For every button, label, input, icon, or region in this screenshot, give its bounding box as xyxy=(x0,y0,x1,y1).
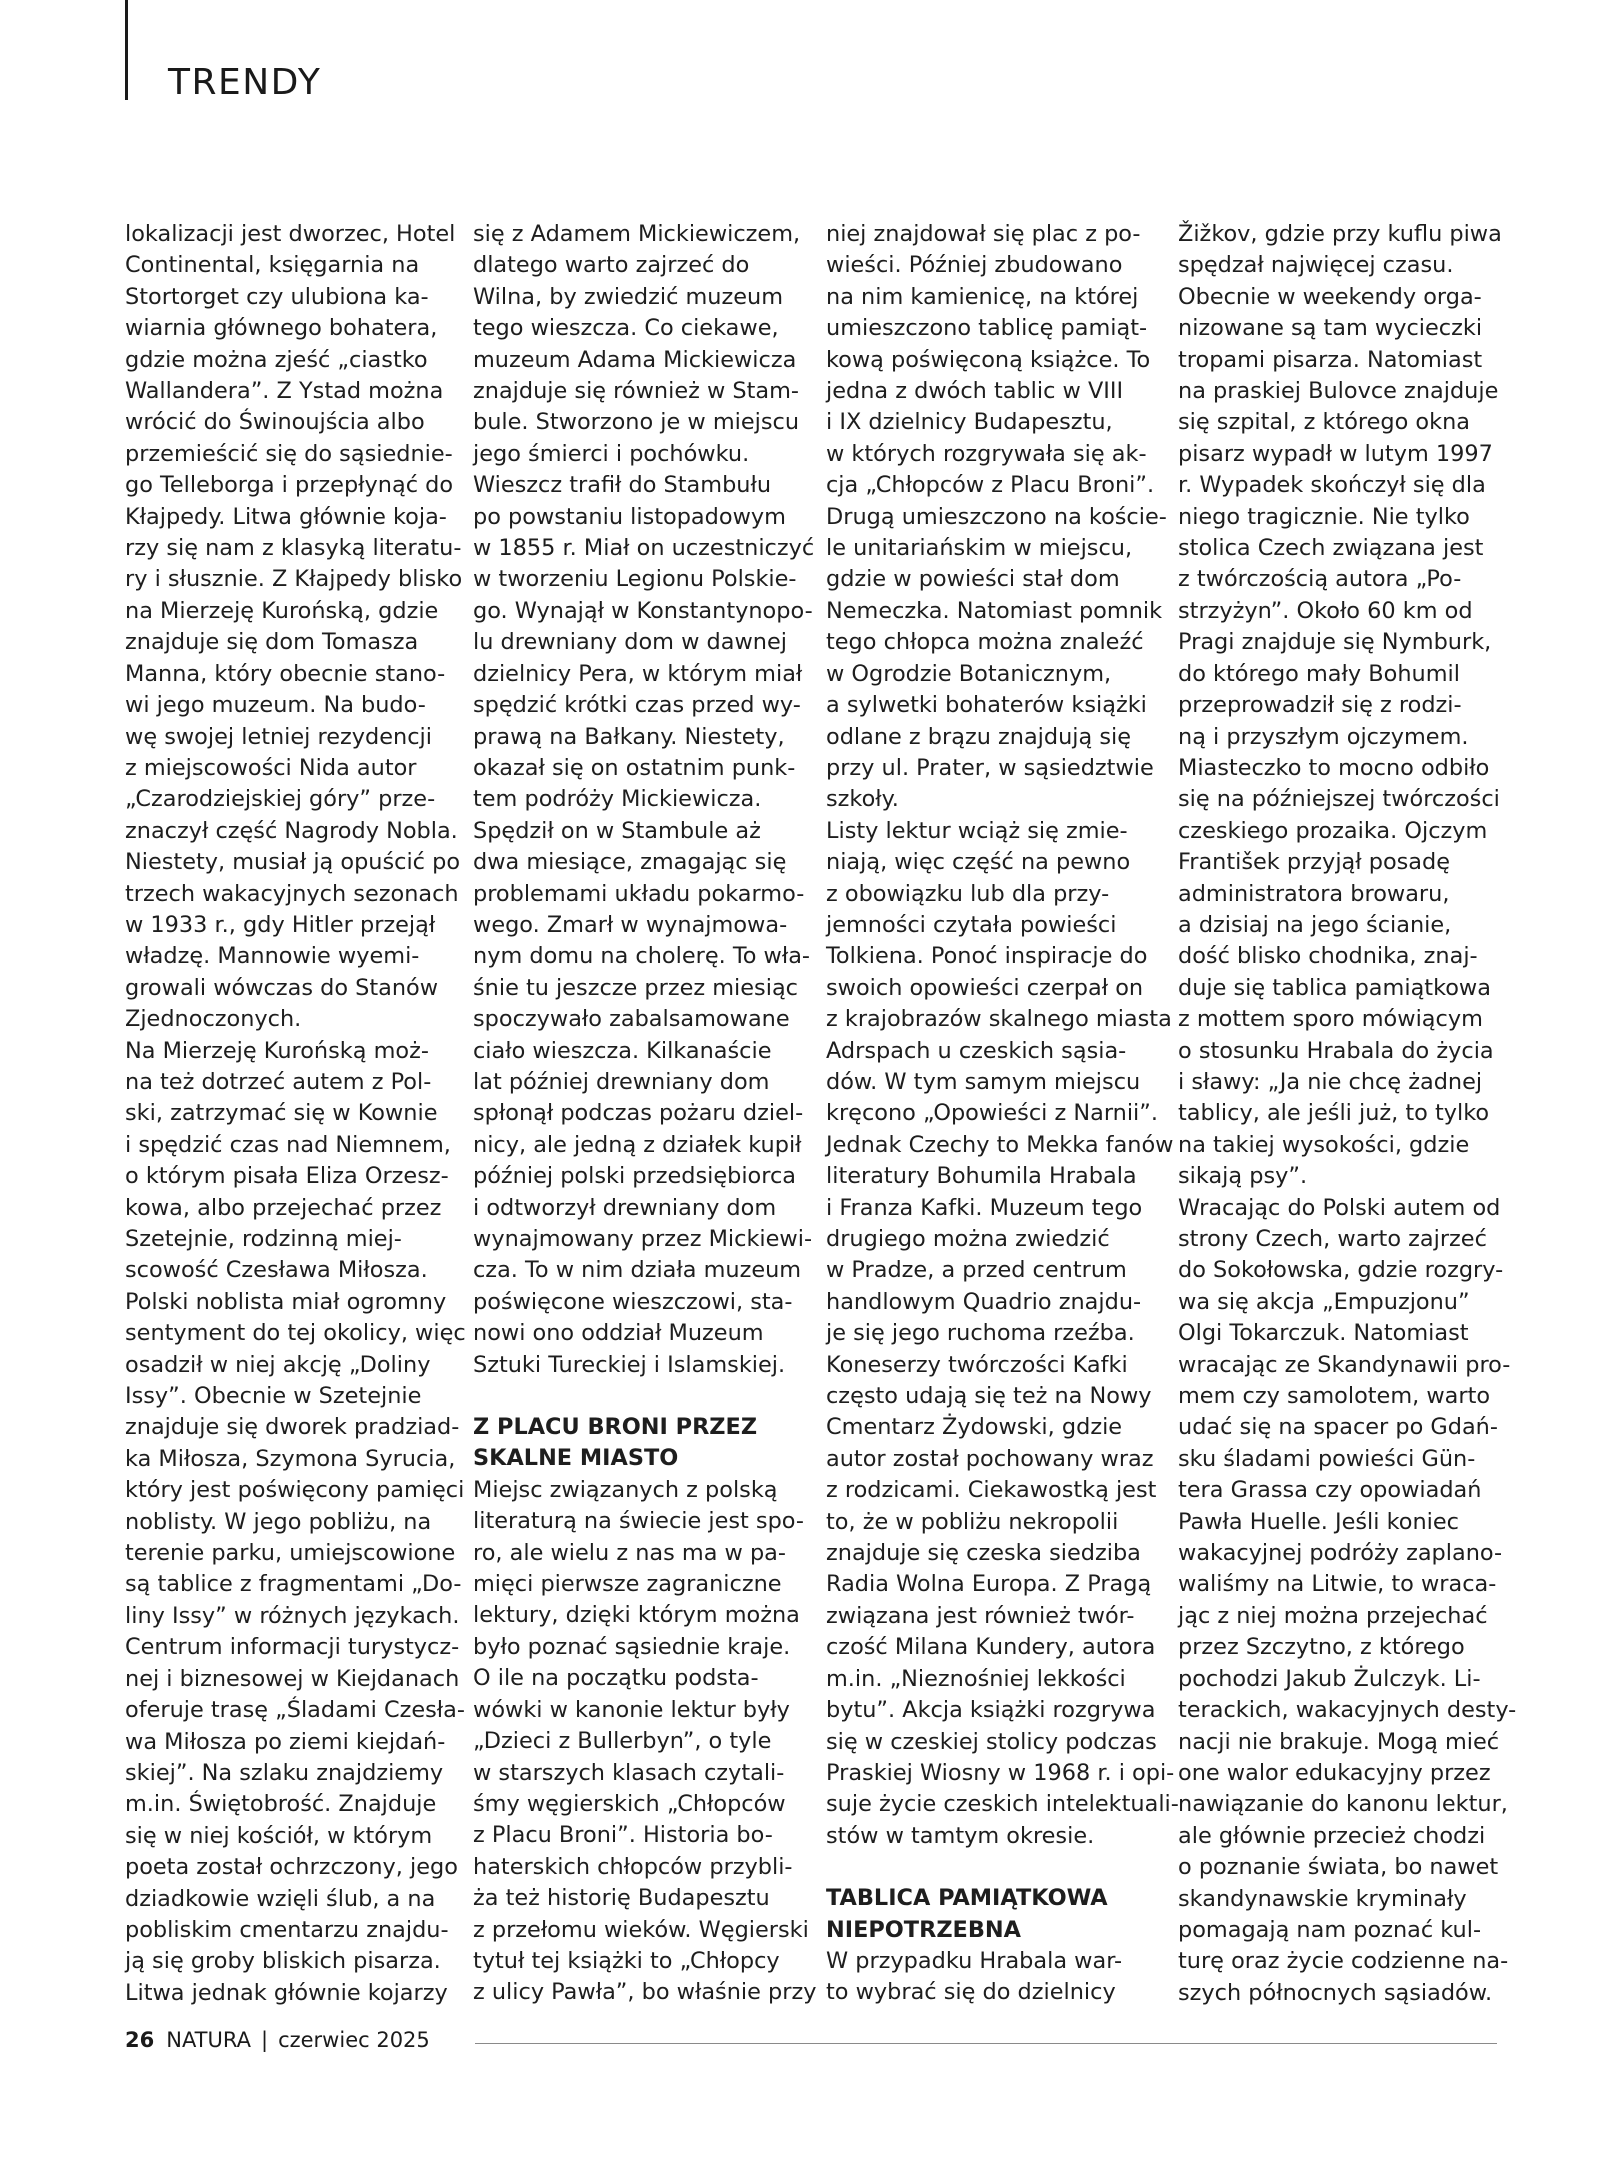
text-line: trzech wakacyjnych sezonach xyxy=(125,880,459,907)
text-line: jemności czytała powieści xyxy=(826,911,1117,938)
text-line: pisarz wypadł w lutym 1997 xyxy=(1178,440,1493,467)
text-line: ciało wieszcza. Kilkanaście xyxy=(473,1037,772,1064)
text-line: po powstaniu listopadowym xyxy=(473,503,786,530)
text-line: a sylwetki bohaterów książki xyxy=(826,692,1147,719)
text-line: jego śmierci i pochówku. xyxy=(473,440,750,467)
text-line: wówki w kanonie lektur były xyxy=(473,1696,790,1723)
text-line: „Dzieci z Bullerbyn”, o tyle xyxy=(473,1728,772,1755)
text-line: ski, zatrzymać się w Kownie xyxy=(125,1100,438,1127)
text-line: dość blisko chodnika, znaj- xyxy=(1178,943,1478,970)
text-line: z twórczością autora „Po- xyxy=(1178,566,1462,593)
column-3-body-b xyxy=(826,1946,1161,2009)
text-line: bule. Stworzono je w miejscu xyxy=(473,409,800,436)
text-line: Listy lektur wciąż się zmie- xyxy=(826,817,1128,844)
text-line: to wybrać się do dzielnicy xyxy=(826,1979,1116,2006)
text-line: to, że w pobliżu nekropolii xyxy=(826,1508,1119,1535)
text-line: mięci pierwsze zagraniczne xyxy=(473,1571,782,1598)
text-line: w Pradze, a przed centrum xyxy=(826,1257,1127,1284)
text-line: odlane z brązu znajdują się xyxy=(826,723,1132,750)
text-line: w Ogrodzie Botanicznym, xyxy=(826,660,1112,687)
footer-separator: | xyxy=(260,2028,269,2052)
text-line: strzyżyn”. Około 60 km od xyxy=(1178,597,1473,624)
column-2-body-b xyxy=(473,1475,817,2009)
text-line: Tolkiena. Ponoć inspiracje do xyxy=(826,943,1148,970)
text-line: wrócić do Świnoujścia albo xyxy=(125,409,425,436)
text-line: administratora browaru, xyxy=(1178,880,1450,907)
text-line: literatury Bohumila Hrabala xyxy=(826,1163,1137,1190)
text-line: ża też historię Budapesztu xyxy=(473,1885,770,1912)
text-line: niej znajdował się plac z po- xyxy=(826,221,1141,247)
text-line: waliśmy na Litwie, to wraca- xyxy=(1178,1571,1497,1598)
text-line: wi jego muzeum. Na budo- xyxy=(125,692,426,719)
column-3 xyxy=(826,219,1179,2009)
text-line: ka Miłosza, Szymona Syrucia, xyxy=(125,1445,456,1472)
text-line: dzielnicy Pera, w którym miał xyxy=(473,660,803,687)
text-line: literaturą na świecie jest spo- xyxy=(473,1508,804,1535)
text-line: one walor edukacyjny przez xyxy=(1178,1759,1491,1786)
text-line: „Czarodziejskiej góry” prze- xyxy=(125,786,436,813)
text-line: z krajobrazów skalnego miasta xyxy=(826,1006,1172,1033)
text-line: na praskiej Bulovce znajduje xyxy=(1178,378,1499,405)
text-line: spoczywało zabalsamowane xyxy=(473,1006,790,1033)
text-line: śmy węgierskich „Chłopców xyxy=(473,1790,786,1817)
text-line: i odtworzył drewniany dom xyxy=(473,1194,777,1221)
text-line: lu drewniany dom w dawnej xyxy=(473,629,787,656)
text-line: Zjednoczonych. xyxy=(125,1006,302,1033)
text-line: Adrspach u czeskich sąsia- xyxy=(826,1037,1127,1064)
text-line: Wilna, by zwiedzić muzeum xyxy=(473,283,784,310)
subheading-tablica-pamiatkowa xyxy=(826,1883,1161,1946)
text-line: Nemeczka. Natomiast pomnik xyxy=(826,597,1163,624)
section-title: TRENDY xyxy=(168,62,322,103)
text-line: Obecnie w weekendy orga- xyxy=(1178,283,1482,310)
text-line: Žižkov, gdzie przy kuflu piwa xyxy=(1178,221,1502,247)
text-line: tropami pisarza. Natomiast xyxy=(1178,346,1483,373)
column-3-body-a xyxy=(826,219,1179,1852)
text-line: wa się akcja „Empuzjonu” xyxy=(1178,1288,1470,1315)
text-line: Miasteczko to mocno odbiło xyxy=(1178,754,1490,781)
text-line: udać się na spacer po Gdań- xyxy=(1178,1414,1498,1441)
text-line: scowość Czesława Miłosza. xyxy=(125,1257,428,1284)
text-line: cza. To w nim działa muzeum xyxy=(473,1257,802,1284)
text-line: z ulicy Pawła”, bo właśnie przy xyxy=(473,1979,817,2006)
text-line: umieszczono tablicę pamiąt- xyxy=(826,315,1148,342)
text-line: poświęcone wieszczowi, sta- xyxy=(473,1288,793,1315)
text-line: nowi ono oddział Muzeum xyxy=(473,1320,764,1347)
text-line: lat później drewniany dom xyxy=(473,1068,770,1095)
text-line: Na Mierzeję Kurońską moż- xyxy=(125,1037,429,1064)
text-line: lokalizacji jest dworzec, Hotel xyxy=(125,221,456,247)
text-line: osadził w niej akcję „Doliny xyxy=(125,1351,431,1378)
text-line: Jednak Czechy to Mekka fanów xyxy=(826,1131,1174,1158)
text-line: a dzisiaj na jego ścianie, xyxy=(1178,911,1452,938)
text-line: często udają się też na Nowy xyxy=(826,1383,1152,1410)
text-line: strony Czech, warto zajrzeć xyxy=(1178,1226,1487,1252)
column-4 xyxy=(1178,219,1517,2009)
text-line: na Mierzeję Kurońską, gdzie xyxy=(125,597,439,624)
text-line: później polski przedsiębiorca xyxy=(473,1163,796,1190)
text-line: ry i słusznie. Z Kłajpedy blisko xyxy=(125,566,463,593)
text-line: autor został pochowany wraz xyxy=(826,1445,1154,1472)
text-line: duje się tablica pamiątkowa xyxy=(1178,974,1491,1001)
text-line: Polski noblista miał ogromny xyxy=(125,1288,447,1315)
text-line: niają, więc część na pewno xyxy=(826,849,1131,876)
text-line: na nim kamienicę, na której xyxy=(826,283,1139,310)
text-line: Miejsc związanych z polską xyxy=(473,1476,778,1503)
text-line: i sławy: „Ja nie chcę żadnej xyxy=(1178,1068,1483,1095)
text-line: nym domu na cholerę. To wła- xyxy=(473,943,811,970)
text-line: tablicy, ale jeśli już, to tylko xyxy=(1178,1100,1490,1127)
text-line: dziadkowie wzięli ślub, a na xyxy=(125,1885,436,1912)
text-line: ną i przyszłym ojczymem. xyxy=(1178,723,1469,750)
text-line: szkoły. xyxy=(826,786,899,813)
text-line: kową poświęconą książce. To xyxy=(826,346,1151,373)
text-line: czeskiego prozaika. Ojczym xyxy=(1178,817,1488,844)
text-line: w 1933 r., gdy Hitler przejął xyxy=(125,911,436,938)
text-line: Issy”. Obecnie w Szetejnie xyxy=(125,1383,422,1410)
text-line: pomagają nam poznać kul- xyxy=(1178,1916,1482,1943)
text-line: spędzić krótki czas przed wy- xyxy=(473,692,801,719)
text-line: Wieszcz trafił do Stambułu xyxy=(473,472,772,499)
text-line: z mottem sporo mówiącym xyxy=(1178,1006,1483,1033)
text-line: czość Milana Kundery, autora xyxy=(826,1634,1156,1661)
text-line: m.in. „Nieznośniej lekkości xyxy=(826,1665,1126,1692)
text-line: tego chłopca można znaleźć xyxy=(826,629,1144,656)
text-line: oferuje trasę „Śladami Czesła- xyxy=(125,1697,465,1724)
text-line: Radia Wolna Europa. Z Pragą xyxy=(826,1571,1152,1598)
text-line: jąc z niej można przejechać xyxy=(1178,1602,1488,1629)
text-line: SKALNE MIASTO xyxy=(473,1445,679,1472)
text-line: sikają psy”. xyxy=(1178,1163,1308,1190)
text-line: się szpital, z którego okna xyxy=(1178,409,1470,436)
text-line: wynajmowany przez Mickiewi- xyxy=(473,1226,813,1252)
text-line: nacji nie brakuje. Mogą mieć xyxy=(1178,1728,1500,1755)
column-2 xyxy=(473,219,817,2009)
text-line: go. Wynajął w Konstantynopo- xyxy=(473,597,813,624)
text-line: ale głównie przecież chodzi xyxy=(1178,1822,1486,1849)
text-line: w tworzeniu Legionu Polskie- xyxy=(473,566,797,593)
text-line: znajduje się również w Stam- xyxy=(473,378,799,405)
text-line: wracając ze Skandynawii pro- xyxy=(1178,1351,1511,1378)
text-line: Sztuki Tureckiej i Islamskiej. xyxy=(473,1351,786,1378)
text-line: Wallandera”. Z Ystad można xyxy=(125,378,444,405)
text-line: W przypadku Hrabala war- xyxy=(826,1947,1123,1974)
magazine-name: NATURA xyxy=(166,2028,251,2052)
text-line: Z PLACU BRONI PRZEZ xyxy=(473,1414,758,1441)
text-line: pochodzi Jakub Żulczyk. Li- xyxy=(1178,1665,1481,1692)
text-line: mem czy samolotem, warto xyxy=(1178,1383,1491,1410)
text-line: stów w tamtym okresie. xyxy=(826,1822,1095,1849)
text-line: Continental, księgarnia na xyxy=(125,252,420,279)
text-line: o poznanie świata, bo nawet xyxy=(1178,1854,1499,1881)
page-number: 26 xyxy=(125,2028,155,2052)
text-line: śnie tu jeszcze przez miesiąc xyxy=(473,974,798,1001)
text-line: z obowiązku lub dla przy- xyxy=(826,880,1110,907)
text-line: szych północnych sąsiadów. xyxy=(1178,1979,1493,2006)
spacer xyxy=(826,1852,1161,1883)
text-line: TABLICA PAMIĄTKOWA xyxy=(826,1885,1108,1912)
text-line: z miejscowości Nida autor xyxy=(125,754,417,781)
text-line: o którym pisała Eliza Orzesz- xyxy=(125,1163,449,1190)
text-line: je się jego ruchoma rzeźba. xyxy=(826,1320,1135,1347)
spacer xyxy=(473,1381,808,1412)
text-line: kręcono „Opowieści z Narnii”. xyxy=(826,1100,1158,1127)
text-line: wa Miłosza po ziemi kiejdań- xyxy=(125,1728,446,1755)
text-line: tytuł tej książki to „Chłopcy xyxy=(473,1947,780,1974)
text-line: Centrum informacji turystycz- xyxy=(125,1634,460,1661)
footer-rule xyxy=(475,2043,1497,2044)
text-line: wiarnia głównego bohatera, xyxy=(125,315,438,342)
text-line: rzy się nam z klasyką literatu- xyxy=(125,535,462,562)
text-line: z rodzicami. Ciekawostką jest xyxy=(826,1477,1157,1504)
text-line: prawą na Bałkany. Niestety, xyxy=(473,723,785,750)
text-line: go Telleborga i przepłynąć do xyxy=(125,472,454,499)
text-line: przeprowadził się z rodzi- xyxy=(1178,692,1462,719)
text-line: o stosunku Hrabala do życia xyxy=(1178,1037,1494,1064)
issue-date: czerwiec 2025 xyxy=(278,2028,430,2052)
text-line: w 1855 r. Miał on uczestniczyć xyxy=(473,535,815,562)
text-line: się z Adamem Mickiewiczem, xyxy=(473,221,801,247)
text-line: gdzie w powieści stał dom xyxy=(826,566,1120,593)
text-line: na też dotrzeć autem z Pol- xyxy=(125,1068,432,1095)
text-line: Kłajpedy. Litwa głównie koja- xyxy=(125,503,447,530)
text-line: znajduje się dom Tomasza xyxy=(125,629,419,656)
text-line: się w niej kościół, w którym xyxy=(125,1822,433,1849)
text-line: spłonął podczas pożaru dziel- xyxy=(473,1100,804,1127)
text-line: terackich, wakacyjnych desty- xyxy=(1178,1697,1517,1724)
text-line: związana jest również twór- xyxy=(826,1602,1135,1629)
text-line: muzeum Adama Mickiewicza xyxy=(473,346,797,373)
subheading-z-placu-broni xyxy=(473,1412,808,1475)
text-line: przemieścić się do sąsiednie- xyxy=(125,440,453,467)
text-line: Drugą umieszczono na koście- xyxy=(826,503,1167,530)
text-line: ro, ale wielu z nas ma w pa- xyxy=(473,1539,786,1566)
text-line: pobliskim cmentarzu znajdu- xyxy=(125,1916,449,1943)
text-line: skandynawskie kryminały xyxy=(1178,1885,1467,1912)
text-line: tego wieszcza. Co ciekawe, xyxy=(473,315,779,342)
text-line: suje życie czeskich intelektuali- xyxy=(826,1791,1179,1818)
text-line: wego. Zmarł w wynajmowa- xyxy=(473,911,788,938)
page-footer xyxy=(125,2028,430,2052)
text-line: Szetejnie, rodzinną miej- xyxy=(125,1226,402,1252)
text-line: O ile na początku podsta- xyxy=(473,1665,759,1692)
text-line: problemami układu pokarmo- xyxy=(473,880,805,907)
text-line: Litwa jednak głównie kojarzy xyxy=(125,1979,448,2006)
text-line: liny Issy” w różnych językach. xyxy=(125,1602,460,1629)
text-line: Olgi Tokarczuk. Natomiast xyxy=(1178,1320,1469,1347)
text-line: i Franza Kafki. Muzeum tego xyxy=(826,1194,1143,1221)
text-line: nicy, ale jedną z działek kupił xyxy=(473,1131,802,1158)
text-line: tera Grassa czy opowiadań xyxy=(1178,1477,1482,1504)
text-line: Praskiej Wiosny w 1968 r. i opi- xyxy=(826,1759,1175,1786)
text-line: lektury, dzięki którym można xyxy=(473,1602,800,1629)
text-line: było poznać sąsiednie kraje. xyxy=(473,1633,791,1660)
text-line: NIEPOTRZEBNA xyxy=(826,1916,1021,1943)
text-line: który jest poświęcony pamięci xyxy=(125,1477,465,1504)
text-line: z Placu Broni”. Historia bo- xyxy=(473,1822,773,1849)
text-line: przy ul. Prater, w sąsiedztwie xyxy=(826,754,1154,781)
text-line: skiej”. Na szlaku znajdziemy xyxy=(125,1759,444,1786)
text-line: znajduje się czeska siedziba xyxy=(826,1540,1141,1567)
text-line: jedna z dwóch tablic w VIII xyxy=(826,378,1124,405)
text-line: m.in. Świętobrość. Znajduje xyxy=(125,1791,437,1818)
text-line: nizowane są tam wycieczki xyxy=(1178,315,1483,342)
text-line: i IX dzielnicy Budapesztu, xyxy=(826,409,1113,436)
text-line: sku śladami powieści Gün- xyxy=(1178,1445,1476,1472)
text-line: się w czeskiej stolicy podczas xyxy=(826,1728,1157,1755)
text-line: Koneserzy twórczości Kafki xyxy=(826,1351,1128,1378)
text-line: do Sokołowska, gdzie rozgry- xyxy=(1178,1257,1504,1284)
text-line: się na późniejszej twórczości xyxy=(1178,786,1500,813)
text-line: sentyment do tej okolicy, więc xyxy=(125,1320,466,1347)
text-line: wieści. Później zbudowano xyxy=(826,252,1123,279)
text-line: dów. W tym samym miejscu xyxy=(826,1068,1141,1095)
text-line: nej i biznesowej w Kiejdanach xyxy=(125,1665,460,1692)
text-line: growali wówczas do Stanów xyxy=(125,974,439,1001)
column-1 xyxy=(125,219,466,2009)
text-line: ją się groby bliskich pisarza. xyxy=(125,1948,441,1975)
text-line: swoich opowieści czerpał on xyxy=(826,974,1144,1001)
text-line: le unitariańskim w miejscu, xyxy=(826,535,1133,562)
text-line: drugiego można zwiedzić xyxy=(826,1226,1110,1252)
text-line: znaczył część Nagrody Nobla. xyxy=(125,817,458,844)
text-line: wę swojej letniej rezydencji xyxy=(125,723,432,750)
text-line: Stortorget czy ulubiona ka- xyxy=(125,283,429,310)
text-line: Manna, który obecnie stano- xyxy=(125,660,446,687)
text-line: w których rozgrywała się ak- xyxy=(826,440,1147,467)
text-line: wakacyjnej podróży zaplano- xyxy=(1178,1540,1503,1567)
text-line: i spędzić czas nad Niemnem, xyxy=(125,1131,451,1158)
text-line: na takiej wysokości, gdzie xyxy=(1178,1131,1470,1158)
text-line: okazał się on ostatnim punk- xyxy=(473,754,796,781)
text-line: dwa miesiące, zmagając się xyxy=(473,849,787,876)
header-rule xyxy=(125,0,128,100)
text-line: poeta został ochrzczony, jego xyxy=(125,1854,458,1881)
text-line: r. Wypadek skończył się dla xyxy=(1178,472,1486,499)
text-line: Pragi znajduje się Nymburk, xyxy=(1178,629,1492,656)
column-2-body-a xyxy=(473,219,815,1381)
text-line: są tablice z fragmentami „Do- xyxy=(125,1571,462,1598)
text-line: terenie parku, umiejscowione xyxy=(125,1540,456,1567)
text-line: nawiązanie do kanonu lektur, xyxy=(1178,1791,1508,1818)
text-line: kowa, albo przejechać przez xyxy=(125,1194,442,1221)
text-line: dlatego warto zajrzeć do xyxy=(473,252,750,279)
text-line: stolica Czech związana jest xyxy=(1178,535,1484,562)
text-line: Pawła Huelle. Jeśli koniec xyxy=(1178,1508,1459,1535)
text-line: znajduje się dworek pradziad- xyxy=(125,1414,460,1441)
text-line: Niestety, musiał ją opuścić po xyxy=(125,849,461,876)
text-line: turę oraz życie codzienne na- xyxy=(1178,1948,1509,1975)
text-line: spędzał najwięcej czasu. xyxy=(1178,252,1454,279)
text-line: František przyjął posadę xyxy=(1178,849,1451,876)
text-line: przez Szczytno, z którego xyxy=(1178,1634,1465,1661)
text-line: Cmentarz Żydowski, gdzie xyxy=(826,1414,1123,1441)
text-line: Wracając do Polski autem od xyxy=(1178,1194,1501,1221)
text-line: z przełomu wieków. Węgierski xyxy=(473,1916,809,1943)
text-line: handlowym Quadrio znajdu- xyxy=(826,1288,1142,1315)
text-line: haterskich chłopców przybli- xyxy=(473,1853,793,1880)
text-line: do którego mały Bohumil xyxy=(1178,660,1460,687)
text-line: tem podróży Mickiewicza. xyxy=(473,786,762,813)
text-line: cja „Chłopców z Placu Broni”. xyxy=(826,472,1155,499)
text-line: w starszych klasach czytali- xyxy=(473,1759,785,1786)
text-line: Spędził on w Stambule aż xyxy=(473,817,761,844)
text-line: niego tragicznie. Nie tylko xyxy=(1178,503,1470,530)
text-line: władzę. Mannowie wyemi- xyxy=(125,943,420,970)
text-line: gdzie można zjeść „ciastko xyxy=(125,346,428,373)
text-line: bytu”. Akcja książki rozgrywa xyxy=(826,1697,1156,1724)
text-line: noblisty. W jego pobliżu, na xyxy=(125,1508,432,1535)
